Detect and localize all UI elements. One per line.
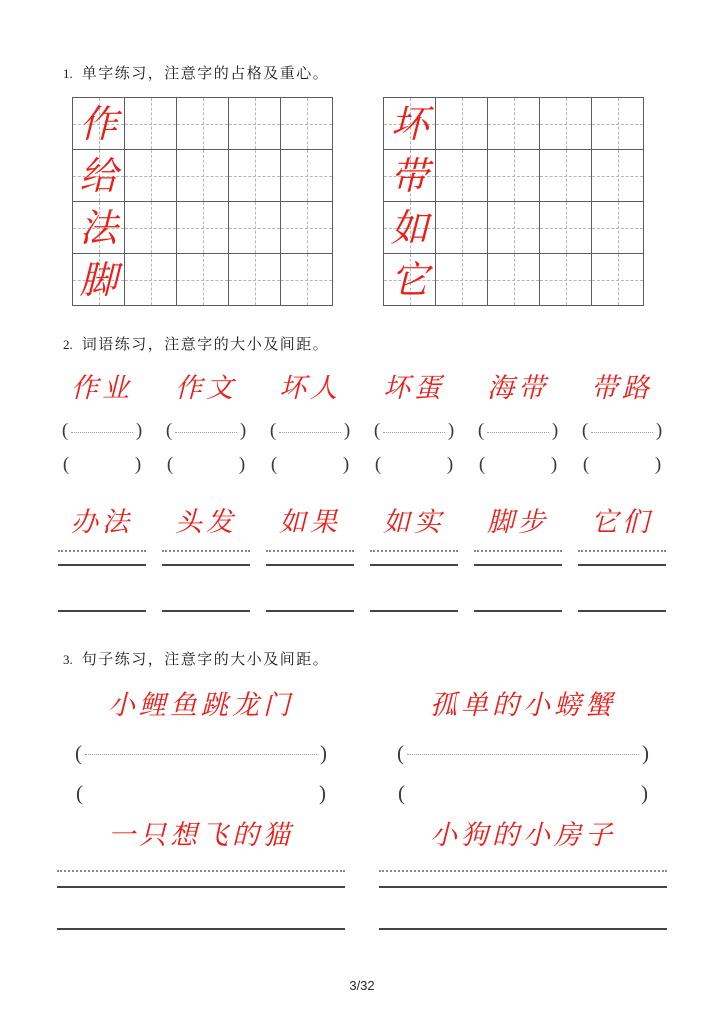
close-paren: ) xyxy=(551,420,559,441)
spacer xyxy=(154,540,258,550)
open-paren: ( xyxy=(75,740,82,765)
section-2-heading-text: 词语练习，注意字的大小及间距。 xyxy=(81,335,330,353)
word-text: 作文 xyxy=(175,373,237,404)
blank-paren-slot xyxy=(154,452,258,478)
section-2-heading xyxy=(63,333,329,354)
spacer xyxy=(362,872,684,886)
section-3-heading xyxy=(63,648,329,669)
close-paren: ) xyxy=(134,454,142,475)
spacer xyxy=(362,768,684,778)
open-paren: ( xyxy=(165,420,173,441)
traced-paren-slot xyxy=(40,738,362,768)
sentence-practice-row-2 xyxy=(40,818,684,930)
word-practice-row-2 xyxy=(50,506,674,612)
section-3-number: 3. xyxy=(63,652,73,667)
sentence-practice-row-1 xyxy=(40,688,684,808)
sentence-text: 孤单的小螃蟹 xyxy=(430,690,616,721)
grid-cell xyxy=(73,98,125,150)
dotted-guide xyxy=(279,432,341,433)
close-paren: ) xyxy=(641,780,648,805)
word-practice-item xyxy=(50,506,154,612)
grid-cell xyxy=(229,98,281,150)
open-paren: ( xyxy=(582,454,590,475)
dotted-guide xyxy=(175,432,237,433)
word-practice-item xyxy=(362,506,466,612)
spacer xyxy=(40,854,362,870)
word-text: 如实 xyxy=(383,507,445,538)
sentence-practice-item xyxy=(362,688,684,808)
spacer xyxy=(154,444,258,452)
model-character: 带 xyxy=(390,153,429,198)
word-text: 它们 xyxy=(591,507,653,538)
spacer xyxy=(466,540,570,550)
section-1-heading xyxy=(63,62,329,83)
traced-paren-slot xyxy=(154,418,258,444)
section-3-heading-text: 句子练习，注意字的大小及间距。 xyxy=(81,650,330,668)
grid-cell xyxy=(436,202,488,254)
sentence-practice-item xyxy=(40,688,362,808)
spacer xyxy=(258,552,362,564)
open-paren: ( xyxy=(373,420,381,441)
grid-cell xyxy=(281,254,333,306)
word-text: 带路 xyxy=(591,373,653,404)
sentence-text: 小狗的小房子 xyxy=(430,820,616,851)
spacer xyxy=(362,888,684,928)
grid-cell xyxy=(592,98,644,150)
spacer xyxy=(154,406,258,418)
open-paren: ( xyxy=(62,454,70,475)
grid-cell xyxy=(436,98,488,150)
word-text: 作业 xyxy=(71,373,133,404)
spacer xyxy=(40,724,362,738)
solid-write-line xyxy=(162,610,250,612)
traced-paren-slot xyxy=(362,738,684,768)
grid-cell xyxy=(540,98,592,150)
spacer xyxy=(362,724,684,738)
open-paren: ( xyxy=(270,454,278,475)
close-paren: ) xyxy=(550,454,558,475)
solid-write-line xyxy=(57,928,345,930)
dotted-guide xyxy=(487,432,549,433)
sentence-practice-item xyxy=(40,818,362,930)
grid-cell xyxy=(384,254,436,306)
traced-paren-slot xyxy=(50,418,154,444)
section-2-number: 2. xyxy=(63,337,73,352)
spacer xyxy=(466,566,570,610)
spacer xyxy=(570,406,674,418)
grid-cell xyxy=(125,150,177,202)
grid-cell xyxy=(384,202,436,254)
open-paren: ( xyxy=(374,454,382,475)
word-text: 海带 xyxy=(487,373,549,404)
spacer xyxy=(466,406,570,418)
solid-write-line xyxy=(266,610,354,612)
model-character: 法 xyxy=(79,205,118,250)
grid-cell xyxy=(592,150,644,202)
solid-write-line xyxy=(370,610,458,612)
spacer xyxy=(362,854,684,870)
grid-cell xyxy=(592,254,644,306)
spacer xyxy=(466,444,570,452)
solid-write-line xyxy=(474,610,562,612)
section-1-number: 1. xyxy=(63,66,73,81)
close-paren: ) xyxy=(447,420,455,441)
spacer xyxy=(570,552,674,564)
close-paren: ) xyxy=(343,420,351,441)
spacer xyxy=(50,566,154,610)
grid-cell xyxy=(592,202,644,254)
spacer xyxy=(362,566,466,610)
open-paren: ( xyxy=(76,780,83,805)
close-paren: ) xyxy=(320,740,327,765)
word-practice-item xyxy=(466,506,570,612)
page-number: 3/32 xyxy=(349,978,375,993)
dotted-guide xyxy=(383,432,445,433)
blank-paren-slot xyxy=(362,778,684,808)
traced-paren-slot xyxy=(362,418,466,444)
spacer xyxy=(154,552,258,564)
close-paren: ) xyxy=(654,454,662,475)
spacer xyxy=(40,872,362,886)
open-paren: ( xyxy=(477,420,485,441)
open-paren: ( xyxy=(61,420,69,441)
spacer xyxy=(258,540,362,550)
grid-cell xyxy=(436,254,488,306)
spacer xyxy=(362,540,466,550)
open-paren: ( xyxy=(398,780,405,805)
grid-cell xyxy=(73,254,125,306)
model-character: 作 xyxy=(79,101,118,146)
grid-cell xyxy=(177,150,229,202)
grid-cell xyxy=(125,98,177,150)
grid-cell xyxy=(73,150,125,202)
blank-paren-slot xyxy=(466,452,570,478)
close-paren: ) xyxy=(135,420,143,441)
traced-paren-slot xyxy=(466,418,570,444)
sentence-text: 小鲤鱼跳龙门 xyxy=(108,690,294,721)
word-practice-item xyxy=(154,506,258,612)
character-grid-right xyxy=(383,97,644,306)
section-1-heading-text: 单字练习，注意字的占格及重心。 xyxy=(81,64,330,82)
open-paren: ( xyxy=(397,740,404,765)
word-practice-item xyxy=(258,372,362,478)
open-paren: ( xyxy=(581,420,589,441)
word-practice-item xyxy=(570,372,674,478)
word-practice-item xyxy=(570,506,674,612)
spacer xyxy=(258,566,362,610)
grid-cell xyxy=(281,98,333,150)
grid-cell xyxy=(488,254,540,306)
word-practice-item xyxy=(466,372,570,478)
spacer xyxy=(40,768,362,778)
spacer xyxy=(258,406,362,418)
word-text: 脚步 xyxy=(487,507,549,538)
spacer xyxy=(466,552,570,564)
model-character: 坏 xyxy=(390,101,429,146)
word-text: 坏人 xyxy=(279,373,341,404)
close-paren: ) xyxy=(642,740,649,765)
model-character: 给 xyxy=(79,153,118,198)
grid-cell xyxy=(177,202,229,254)
blank-paren-slot xyxy=(570,452,674,478)
grid-cell xyxy=(125,202,177,254)
solid-write-line xyxy=(58,610,146,612)
word-practice-item xyxy=(50,372,154,478)
character-grid-left xyxy=(72,97,333,306)
word-text: 头发 xyxy=(175,507,237,538)
spacer xyxy=(50,552,154,564)
spacer xyxy=(258,444,362,452)
sentence-text: 一只想飞的猫 xyxy=(108,820,294,851)
spacer xyxy=(362,444,466,452)
blank-paren-slot xyxy=(258,452,362,478)
open-paren: ( xyxy=(166,454,174,475)
close-paren: ) xyxy=(446,454,454,475)
grid-cell xyxy=(436,150,488,202)
spacer xyxy=(50,444,154,452)
traced-paren-slot xyxy=(258,418,362,444)
grid-cell xyxy=(488,98,540,150)
blank-paren-slot xyxy=(362,452,466,478)
model-character: 脚 xyxy=(79,257,118,302)
spacer xyxy=(362,552,466,564)
blank-paren-slot xyxy=(40,778,362,808)
grid-cell xyxy=(177,98,229,150)
grid-cell xyxy=(281,150,333,202)
grid-cell xyxy=(540,150,592,202)
solid-write-line xyxy=(379,928,667,930)
close-paren: ) xyxy=(342,454,350,475)
sentence-practice-item xyxy=(362,818,684,930)
model-character: 如 xyxy=(390,205,429,250)
grid-cell xyxy=(488,150,540,202)
spacer xyxy=(50,406,154,418)
spacer xyxy=(570,540,674,550)
grid-cell xyxy=(488,202,540,254)
close-paren: ) xyxy=(238,454,246,475)
blank-paren-slot xyxy=(50,452,154,478)
grid-cell xyxy=(540,254,592,306)
spacer xyxy=(50,540,154,550)
solid-write-line xyxy=(578,610,666,612)
dotted-guide xyxy=(71,432,133,433)
word-practice-item xyxy=(258,506,362,612)
word-text: 坏蛋 xyxy=(383,373,445,404)
grid-cell xyxy=(281,202,333,254)
close-paren: ) xyxy=(239,420,247,441)
grid-cell xyxy=(540,202,592,254)
grid-cell xyxy=(125,254,177,306)
open-paren: ( xyxy=(269,420,277,441)
word-practice-row-1 xyxy=(50,372,674,478)
spacer xyxy=(570,444,674,452)
spacer xyxy=(570,566,674,610)
open-paren: ( xyxy=(478,454,486,475)
grid-cell xyxy=(384,98,436,150)
grid-cell xyxy=(229,254,281,306)
word-text: 如果 xyxy=(279,507,341,538)
model-character: 它 xyxy=(390,257,429,302)
close-paren: ) xyxy=(655,420,663,441)
close-paren: ) xyxy=(319,780,326,805)
dotted-guide xyxy=(591,432,653,433)
grid-cell xyxy=(229,150,281,202)
spacer xyxy=(40,888,362,928)
spacer xyxy=(362,406,466,418)
dotted-guide xyxy=(85,754,317,755)
traced-paren-slot xyxy=(570,418,674,444)
word-practice-item xyxy=(154,372,258,478)
grid-cell xyxy=(229,202,281,254)
spacer xyxy=(154,566,258,610)
word-practice-item xyxy=(362,372,466,478)
grid-cell xyxy=(73,202,125,254)
grid-cell xyxy=(177,254,229,306)
grid-cell xyxy=(384,150,436,202)
word-text: 办法 xyxy=(71,507,133,538)
dotted-guide xyxy=(407,754,639,755)
